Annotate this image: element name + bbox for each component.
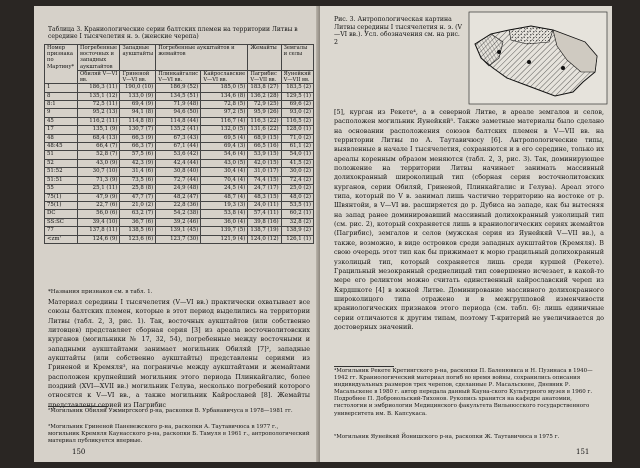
table-row — [45, 151, 314, 159]
table-cell: 36,0 (4) — [201, 218, 248, 226]
table-cell: 70,4 (4) — [201, 176, 248, 184]
table-cell: 68,4 (13) — [78, 134, 120, 142]
table-cell: 42,4 (44) — [156, 159, 201, 167]
row-sign: 75(1) — [45, 201, 78, 209]
table-cell: 129,5 (1) — [281, 92, 313, 100]
row-sign: 77 — [45, 227, 78, 235]
table-cell: 131,6 (22) — [248, 126, 281, 134]
table-cell: 190,0 (10) — [120, 84, 156, 92]
table-row — [45, 117, 314, 125]
figure-caption: Рис. 3. Антропологическая картина Литвы середины I тысячелетия н. э. (V—VI вв.). Усл. обозначения см. на рис. 2 — [334, 16, 463, 46]
row-sign: <zm' — [45, 235, 78, 243]
table-cell: 31,4 (6) — [120, 168, 156, 176]
table-cell: 54,6 (4) — [201, 151, 248, 159]
table-cell: 48,2 (47) — [156, 193, 201, 201]
table-cell: 71,3 (9) — [78, 176, 120, 184]
right-page — [320, 6, 612, 462]
row-sign: SS:SC — [45, 218, 78, 226]
table-cell: 183,5 (2) — [281, 84, 313, 92]
table-cell: 48,7 (4) — [201, 193, 248, 201]
col-sub1: Обиляй V—VI вв. — [78, 70, 120, 83]
row-sign: 17 — [45, 126, 78, 134]
table-cell: 94,6 (50) — [156, 109, 201, 117]
table-cell: 186,9 (52) — [156, 84, 201, 92]
table-cell: 24,0 (11) — [248, 201, 281, 209]
table-cell: 30,7 (10) — [78, 168, 120, 176]
row-sign: 45 — [45, 117, 78, 125]
table-cell: 48,3 (15) — [248, 193, 281, 201]
table-cell: 136,2 (28) — [248, 92, 281, 100]
table-row — [45, 101, 314, 109]
col-group4: Жемайты — [248, 45, 281, 71]
table-row — [45, 134, 314, 142]
table-cell: 48,0 (2) — [281, 193, 313, 201]
right-body-text: [5], курган из Рекете⁴, а в северной Литве, в ареале земгалов и селов, расположен могильник Яунейкяй⁵. Также заметные материалы было сделано на основании расположения союзов балтских племен в V—VII вв. на территории Литвы по А. Таутавичюсу [6]. Антропологические типы, выявленные в начале I тысячелетия, сохраняются и в его середине, только их ареалы коренным образом меняются (табл. 2, 3, рис. 3). Так, доминирующее положение на территории Литвы начинает занимать массивный долихокранный широколицый тип (сборная серия восточнолитовских курганов, серии Обиляй, Гриненой, Плинкайгалис и Гелува). Ареал этого типа, который по V в. занимал лишь частично территорию на востоке от р. Швянтойи, в V—VI вв. расширяется до р. Дубиса на западе, как бы вытесняя на запад ранее доминировавший массивный долихокранный узколицый тип (см. рис. 2), который сохраняется лишь в краниологических сериях жемайтов (Пагрибис), земгалов и селов (мужская серия из Яунейкяй V—VII вв.), а также, возможно, в виде островков среди западных аукштайтов (Кремяля). В свою очередь этот тип как бы прижимает к морю грацильный долихокранный узколицый тип, который сохраняется лишь среди куршей (Рекете). Грацильный мезокранный среднелицый тип совершенно исчезает, в какой-то мере его реликтом можно считать единственный кайрославский череп из Кярдшкоте [4] в южной Литве. Доминирование массивного долихокранного широколицого типа отражено и в межгрупповой изменчивости краниологических признаков этого периода (см. табл. 6): лишь единичные серии отличаются к другим типам, поэтому Т-критерий не увеличивается до достоверных значений. — [334, 108, 604, 331]
table-cell: 71,9 (48) — [156, 101, 201, 109]
table-cell: 139,1 (45) — [156, 227, 201, 235]
table-cell: 22,8 (36) — [156, 201, 201, 209]
col-group2: Западные аукштайты — [120, 45, 156, 71]
table-cell: 56,0 (6) — [78, 210, 120, 218]
table-row — [45, 159, 314, 167]
table-row — [45, 126, 314, 134]
table-cell: 116,3 (22) — [248, 117, 281, 125]
table-row — [45, 109, 314, 117]
table-cell: 130,7 (7) — [120, 126, 156, 134]
table-cell: 25,0 (2) — [281, 185, 313, 193]
table-note: *Названия признаков см. в табл. 1. — [48, 289, 153, 295]
table-cell: 185,0 (5) — [201, 84, 248, 92]
table-cell: 116,2 (11) — [78, 117, 120, 125]
table-cell: 72,5 (11) — [78, 101, 120, 109]
col-group1: Погребенные восточных и западных аукштайтов — [78, 45, 120, 71]
table-cell: 47,7 (7) — [120, 193, 156, 201]
footnote-3: ³Могильник Гриненой Паневежского р-на, раскопки А. Таутавичюса в 1977 г., могильник Кремяля Каунасского р-на, раскопки Б. Тамуля в 1961 г., антропологический материал публикуется впервые. — [48, 424, 310, 445]
row-sign: 51 — [45, 151, 78, 159]
table-cell: 135,1 (12) — [78, 92, 120, 100]
left-body-text: Материал середины I тысячелетия (V—VI вв.) практически охватывает все союзы балтских племен, которые в этот период выделились на территории Литвы (табл. 2, 3, рис. 1). Так, восточных аукштайтов (или собственно литовцев) представляет сборная серия [3] из ареала восточнолитовских курганов (могильники № 17, 32, 54), погребенные между восточными и западными аукштайтами занимает могильник Обиляй [7]², западные аукштайты (или собственно аукштайты) представлены сериями из Гриненой и Кремяля³, на пограничье между аукштайтами и жемайтами расположен крупнейший могильник этого периода Плинкайгалис, более поздний (XVI—XVII вв.) могильник Гелува, несколько погребений которого относятся к V—VI вв., а также могильник Кайрославей [8]. Жемайты представлены серией из Пагрибис — [48, 298, 310, 409]
table-cell: 135,2 (41) — [156, 126, 201, 134]
col-sub2: Гриненой V—VI вв. — [120, 70, 156, 83]
table-cell: 72,4 (2) — [281, 176, 313, 184]
table-cell: 134,5 (51) — [156, 92, 201, 100]
table-row — [45, 168, 314, 176]
table-cell: 73,5 (6) — [120, 176, 156, 184]
craniology-table — [44, 44, 314, 244]
site-marker — [561, 66, 565, 70]
table-cell: 94,1 (8) — [120, 109, 156, 117]
table-cell: 67,1 (44) — [156, 143, 201, 151]
row-sign: DC — [45, 210, 78, 218]
table-cell: 123,7 (30) — [156, 235, 201, 243]
col-group3: Погребенные аукштайтов и жемайтов — [156, 45, 248, 71]
table-cell: 43,0 (9) — [78, 159, 120, 167]
col-group5: Земгалы и селы — [281, 45, 313, 71]
row-sign: 8 — [45, 92, 78, 100]
table-cell: 25,8 (8) — [120, 185, 156, 193]
table-cell: 63,2 (7) — [120, 210, 156, 218]
table-cell: 67,3 (43) — [156, 134, 201, 142]
footnote-5: ⁵Могильник Яунейкяй Йонишского р-на, раскопки Ж. Таутавичюса в 1975 г. — [334, 434, 560, 440]
table-row — [45, 143, 314, 151]
table-row — [45, 235, 314, 243]
left-page — [34, 6, 320, 462]
table-cell: 72,8 (5) — [201, 101, 248, 109]
table-cell: 61,1 (2) — [281, 143, 313, 151]
table-cell: 66,3 (7) — [120, 143, 156, 151]
row-sign: 1 — [45, 84, 78, 92]
footnote-4: ⁴Могильник Рекете Кретингского р-на, раскопки П. Баленювкса и Н. Пузинаса в 1940—1942 гг. Краниологический материал погиб во время войны, сохранились описания индивидуальных размеров трех черепов, сделанные Р. Масальскене, Дневник Р. Масальскене в 1980 г. автор передала данный Кауна-ского Культурного музея в 1960 г. Подробнее П. Добровольский-Тихонов. Рукопись хранится на кафедре анатомии, гистологии и эмбриологии Медицинского факультета Вильнюсского государственного университета им. В. Капсукаса. — [334, 368, 593, 417]
table-cell: 42,3 (9) — [120, 159, 156, 167]
table-row — [45, 84, 314, 92]
table-cell: 183,8 (27) — [248, 84, 281, 92]
site-marker — [527, 60, 531, 64]
table-cell: 24,5 (4) — [201, 185, 248, 193]
table-row — [45, 218, 314, 226]
table-cell: 24,7 (17) — [248, 185, 281, 193]
table-cell: 93,0 (2) — [281, 109, 313, 117]
table-cell: 132,0 (5) — [201, 126, 248, 134]
table-cell: 52,8 (7) — [78, 151, 120, 159]
table-row — [45, 176, 314, 184]
table-cell: 53,6 (42) — [156, 151, 201, 159]
table-cell: 30,4 (4) — [201, 168, 248, 176]
table-row — [45, 185, 314, 193]
table-cell: 31,0 (17) — [248, 168, 281, 176]
table-cell: 57,5 (6) — [120, 151, 156, 159]
table-cell: 124,0 (12) — [248, 235, 281, 243]
site-marker — [497, 50, 501, 54]
table-cell: 138,9 (2) — [281, 227, 313, 235]
table-cell: 74,4 (15) — [248, 176, 281, 184]
page-number-right: 151 — [576, 448, 590, 456]
table-cell: 36,7 (6) — [120, 218, 156, 226]
table-cell: 43,0 (5) — [201, 159, 248, 167]
table-cell: 71,0 (2) — [281, 134, 313, 142]
col-sub6: Яунейкяй V—VII вв. — [281, 70, 313, 83]
row-sign: 8:1 — [45, 101, 78, 109]
table-cell: 97,2 (5) — [201, 109, 248, 117]
table-cell: 42,0 (15) — [248, 159, 281, 167]
table-row — [45, 92, 314, 100]
col-sub5: Пагрибис V—VII вв. — [248, 70, 281, 83]
footnote-2: ²Могильник Обиляй Ужмиргского р-на, раскопки В. Урбанавичуса в 1978—1981 гг. — [48, 408, 293, 414]
table-cell: 25,1 (11) — [78, 185, 120, 193]
table-cell: 72,9 (25) — [248, 101, 281, 109]
row-sign: 51:52 — [45, 168, 78, 176]
row-sign: 51:51 — [45, 176, 78, 184]
table-cell: 126,1 (1) — [281, 235, 313, 243]
page-number-left: 150 — [72, 448, 86, 456]
table-cell: 53,9 (15) — [248, 151, 281, 159]
table-cell: 186,3 (11) — [78, 84, 120, 92]
table-cell: 116,7 (4) — [201, 117, 248, 125]
table-cell: 66,3 (9) — [120, 134, 156, 142]
table-cell: 95,2 (13) — [78, 109, 120, 117]
table-cell: 57,4 (11) — [248, 210, 281, 218]
footnote-rule — [334, 366, 394, 367]
table-cell: 139,7 (5) — [201, 227, 248, 235]
col-sign: Номер признака по Мартину* — [45, 45, 78, 84]
table-cell: 69,5 (4) — [201, 134, 248, 142]
row-sign: 9 — [45, 109, 78, 117]
footnote-rule — [48, 406, 108, 407]
table-row — [45, 201, 314, 209]
table-cell: 69,6 (2) — [281, 101, 313, 109]
map-region-north — [509, 26, 553, 44]
table-cell: 135,1 (9) — [78, 126, 120, 134]
table-cell: 69,4 (3) — [201, 143, 248, 151]
table-cell: 69,4 (9) — [120, 101, 156, 109]
table-cell: 124,6 (9) — [78, 235, 120, 243]
table-caption: Таблица 3. Краниологические серии балтских племен на территории Литвы в середине I тысячелетия н. э. (женские черепа) — [48, 26, 298, 40]
table-cell: 21,0 (2) — [120, 201, 156, 209]
table-cell: 138,5 (6) — [120, 227, 156, 235]
table-cell: 39,4 (10) — [78, 218, 120, 226]
row-sign: 48 — [45, 134, 78, 142]
table-cell: 137,8 (11) — [78, 227, 120, 235]
row-sign: 75(1) — [45, 193, 78, 201]
table-cell: 53,8 (4) — [201, 210, 248, 218]
table-cell: 72,7 (44) — [156, 176, 201, 184]
col-sub3: Плинкайгалис V—VI вв. — [156, 70, 201, 83]
row-sign: 48:45 — [45, 143, 78, 151]
table-cell: 24,9 (48) — [156, 185, 201, 193]
table-cell: 30,0 (2) — [281, 168, 313, 176]
col-sub4: Кайрославские V—VI вв. — [201, 70, 248, 83]
table-cell: 134,6 (8) — [201, 92, 248, 100]
table-body — [45, 84, 314, 244]
table-cell: 54,2 (38) — [156, 210, 201, 218]
table-cell: 30,8 (40) — [156, 168, 201, 176]
table-cell: 95,9 (26) — [248, 109, 281, 117]
table-cell: 66,5 (16) — [248, 143, 281, 151]
row-sign: 55 — [45, 185, 78, 193]
table-cell: 121,9 (4) — [201, 235, 248, 243]
table-cell: 116,5 (2) — [281, 117, 313, 125]
row-sign: 52 — [45, 159, 78, 167]
table-cell: 39,8 (16) — [248, 218, 281, 226]
table-cell: 19,3 (3) — [201, 201, 248, 209]
table-cell: 133,0 (9) — [120, 92, 156, 100]
table-cell: 66,4 (7) — [78, 143, 120, 151]
table-cell: 68,9 (15) — [248, 134, 281, 142]
table-cell: 32,8 (2) — [281, 218, 313, 226]
table-cell: 39,2 (46) — [156, 218, 201, 226]
table-cell: 123,6 (6) — [120, 235, 156, 243]
table-cell: 60,2 (1) — [281, 210, 313, 218]
table-cell: 114,8 (44) — [156, 117, 201, 125]
table-cell: 138,7 (19) — [248, 227, 281, 235]
table-cell: 114,8 (8) — [120, 117, 156, 125]
table-cell: 47,9 (9) — [78, 193, 120, 201]
lithuania-map — [469, 12, 607, 104]
table-row — [45, 210, 314, 218]
table-cell: 128,0 (1) — [281, 126, 313, 134]
table-row — [45, 227, 314, 235]
table-cell: 54,0 (1) — [281, 151, 313, 159]
table-cell: 53,5 (1) — [281, 201, 313, 209]
table-cell: 22,7 (6) — [78, 201, 120, 209]
table-row — [45, 193, 314, 201]
table-cell: 41,5 (2) — [281, 159, 313, 167]
